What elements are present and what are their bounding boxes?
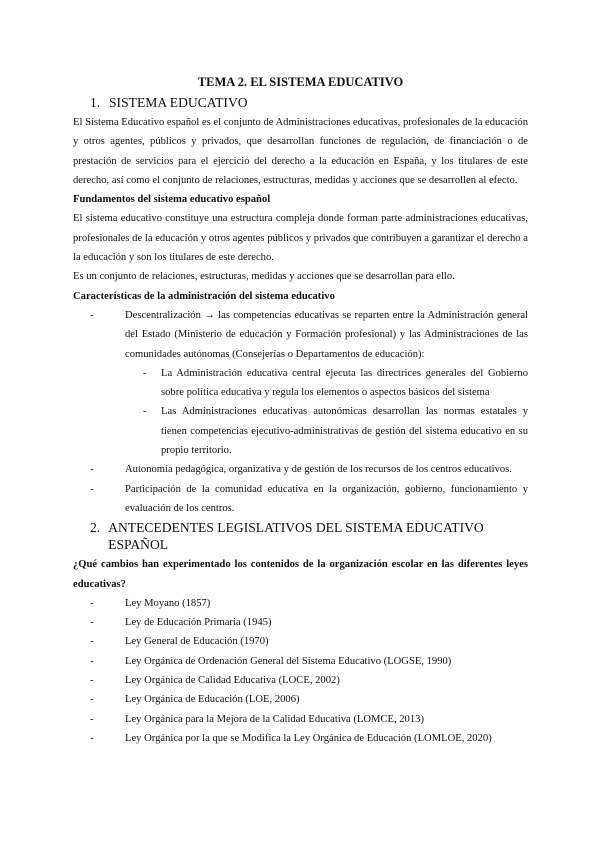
section-2-question: ¿Qué cambios han experimentado los contenidos de la organización escolar en las diferentes leyes educativas? bbox=[73, 559, 528, 590]
law-item bbox=[90, 652, 528, 671]
sub-list-item-text: Las Administraciones educativas autonómicas desarrollan las normas estatales y tienen competencias ejecutivo-administrativas de gestión del sistema educativo en su propio territorio. bbox=[161, 406, 528, 457]
section-2-heading bbox=[73, 519, 528, 553]
dash-bullet: - bbox=[90, 617, 94, 629]
section-1-title: SISTEMA EDUCATIVO bbox=[109, 95, 248, 110]
caracteristicas-heading: Características de la administración del sistema educativo bbox=[73, 290, 335, 302]
fundamentos-paragraph-2: Es un conjunto de relaciones, estructuras, medidas y acciones que se desarrollan para ello. bbox=[73, 271, 455, 283]
list-item-text: Descentralización → las competencias educativas se reparten entre la Administración general del Estado (Ministerio de educación y Formación profesional) y las Administraciones de las comunidades autónomas (Consejerías o Departamentos de educación): bbox=[125, 309, 528, 360]
sub-list-item bbox=[143, 364, 528, 403]
document-title: TEMA 2. EL SISTEMA EDUCATIVO bbox=[197, 75, 404, 89]
dash-bullet: - bbox=[90, 694, 94, 706]
law-item bbox=[90, 594, 528, 613]
law-text: Ley Orgánica de Educación (LOE, 2006) bbox=[125, 694, 300, 706]
section-1-heading bbox=[73, 94, 528, 111]
list-item-text: Participación de la comunidad educativa en la organización, gobierno, funcionamiento y evaluación de los centros. bbox=[125, 483, 528, 514]
dash-bullet: - bbox=[90, 675, 94, 687]
law-text: Ley Orgánica de Ordenación General del Sistema Educativo (LOGSE, 1990) bbox=[125, 655, 452, 667]
dash-bullet: - bbox=[90, 636, 94, 648]
law-text: Ley Moyano (1857) bbox=[125, 597, 211, 609]
dash-bullet: - bbox=[90, 597, 94, 609]
law-item bbox=[90, 690, 528, 709]
dash-bullet: - bbox=[143, 406, 147, 418]
section-2-number: 2. bbox=[90, 520, 101, 536]
laws-list bbox=[73, 594, 528, 748]
dash-bullet: - bbox=[90, 655, 94, 667]
caracteristicas-list bbox=[73, 306, 528, 518]
dash-bullet: - bbox=[143, 367, 147, 379]
dash-bullet: - bbox=[90, 464, 94, 476]
law-item bbox=[90, 632, 528, 651]
law-text: Ley Orgánica por la que se Modifica la Ley Orgánica de Educación (LOMLOE, 2020) bbox=[125, 732, 492, 744]
section-2-title: ANTECEDENTES LEGISLATIVOS DEL SISTEMA EDUCATIVO ESPAÑOL bbox=[108, 520, 484, 553]
fundamentos-paragraph-1: El sistema educativo constituye una estructura compleja donde forman parte administraciones educativas, profesionales de la educación y otros agentes públicos y privados que contribuyen a garantizar el derecho a la educación y son los titulares de este derecho. bbox=[73, 213, 528, 264]
law-item bbox=[90, 710, 528, 729]
sub-list-item bbox=[143, 402, 528, 460]
dash-bullet: - bbox=[90, 309, 94, 321]
document-content bbox=[73, 74, 528, 748]
dash-bullet: - bbox=[90, 713, 94, 725]
law-text: Ley Orgánica para la Mejora de la Calidad Educativa (LOMCE, 2013) bbox=[125, 713, 424, 725]
list-item-text: Autonomía pedagógica, organizativa y de gestión de los recursos de los centros educativos. bbox=[125, 464, 512, 476]
list-item bbox=[90, 460, 528, 479]
law-text: Ley de Educación Primaria (1945) bbox=[125, 617, 272, 629]
section-1-number: 1. bbox=[90, 95, 101, 110]
law-item bbox=[90, 613, 528, 632]
law-text: Ley General de Educación (1970) bbox=[125, 636, 269, 648]
sub-list-item-text: La Administración educativa central ejecuta las directrices generales del Gobierno sobre política educativa y regula los elementos o aspectos básicos del sistema bbox=[161, 367, 528, 399]
dash-bullet: - bbox=[90, 483, 94, 495]
law-text: Ley Orgánica de Calidad Educativa (LOCE, 2002) bbox=[125, 675, 340, 687]
list-item bbox=[90, 480, 528, 519]
dash-bullet: - bbox=[90, 732, 94, 744]
law-item bbox=[90, 729, 528, 748]
sub-list bbox=[125, 364, 528, 460]
list-item bbox=[90, 306, 528, 460]
law-item bbox=[90, 671, 528, 690]
section-1-intro: El Sistema Educativo español es el conjunto de Administraciones educativas, profesionales de la educación y otros agentes, públicos y privados, que desarrollan funciones de regulación, de financiación o de prestación de servicios para el ejercicio del derecho a la educación en España, y los titulares de este derecho, así como el conjunto de relaciones, estructuras, medidas y acciones que se desarrollen al efecto. bbox=[73, 117, 528, 186]
fundamentos-heading: Fundamentos del sistema educativo español bbox=[73, 194, 271, 206]
